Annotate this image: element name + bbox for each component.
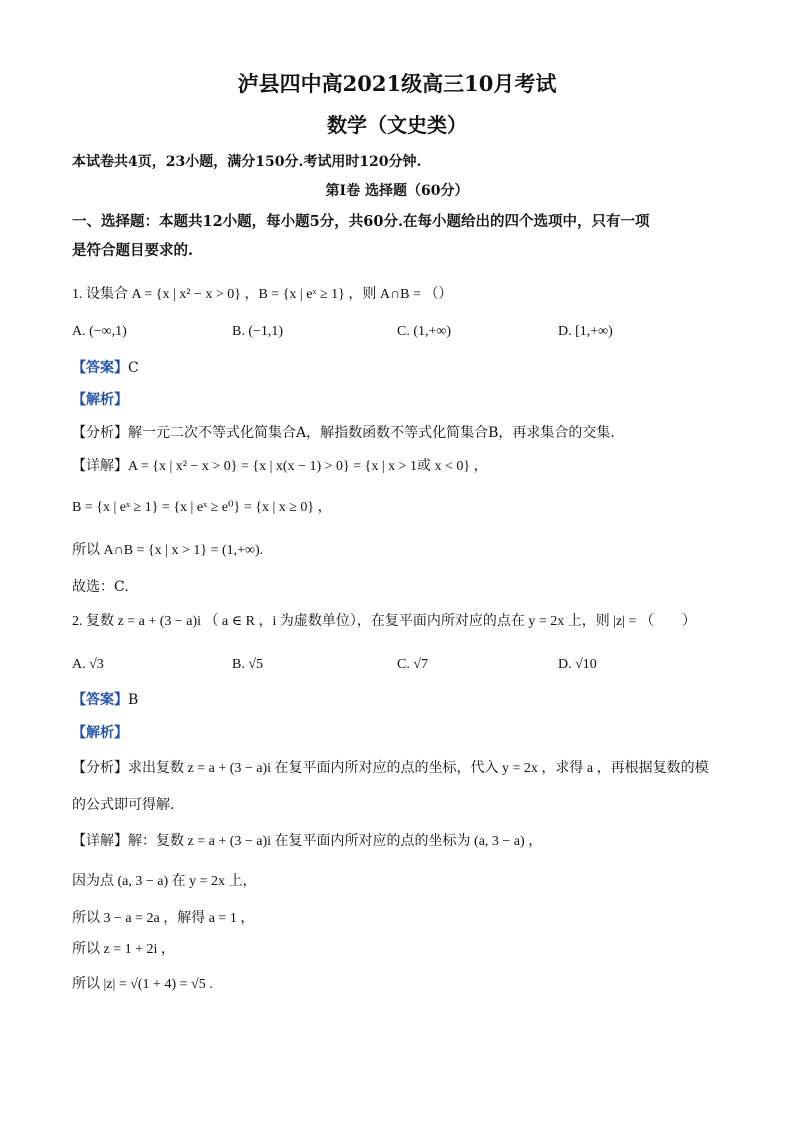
q2-xiangjie-2: 因为点 (a, 3 − a) 在 y = 2x 上， — [72, 874, 257, 889]
q1-xiangjie-4: 故选：C. — [72, 579, 129, 595]
q1-xiangjie-3: 所以 A∩B = {x | x > 1} = (1,+∞). — [72, 543, 264, 558]
q1-xiangjie-tag: 【详解】 — [72, 459, 128, 474]
q1-option-d: D. [1,+∞) — [558, 324, 613, 339]
exam-intro: 本试卷共4页，23小题，满分150分.考试用时120分钟. — [72, 154, 422, 170]
q2-xiangjie-tag: 【详解】 — [72, 834, 128, 849]
q2-xiangjie-1: 解：复数 z = a + (3 − a)i 在复平面内所对应的点的坐标为 (a, 3 − a) ， — [128, 834, 543, 849]
q1-xiangjie-1: A = {x | x² − x > 0} = {x | x(x − 1) > 0} = {x | x > 1或 x < 0} ， — [128, 459, 488, 474]
q1-option-b: B. (−1,1) — [232, 324, 284, 339]
q2-xiangjie-5: 所以 |z| = √(1 + 4) = √5 . — [72, 977, 213, 992]
q2-option-b: B. √5 — [232, 657, 264, 672]
q2-option-a: A. √3 — [72, 657, 104, 672]
q2-xiangjie-4: 所以 z = 1 + 2i ， — [72, 942, 175, 957]
q1-fenxi-tag: 【分析】 — [72, 425, 128, 441]
q2-fenxi-line — [72, 759, 709, 779]
q2-stem: 2. 复数 z = a + (3 − a)i （ a ∈ R ，i 为虚数单位），在复平面内所对应的点在 y = 2x 上，则 |z| = （ ） — [72, 614, 696, 629]
q2-xiangjie-3: 所以 3 − a = 2a ，解得 a = 1 ， — [72, 911, 255, 926]
q2-answer: B — [128, 692, 139, 708]
q1-answer: C — [128, 360, 139, 376]
q2-fenxi-2: 的公式即可得解. — [72, 797, 175, 813]
q1-fenxi: 解一元二次不等式化简集合A，解指数函数不等式化简集合B，再求集合的交集. — [128, 425, 615, 441]
q2-fenxi-1: 求出复数 z = a + (3 − a)i 在复平面内所对应的点的坐标，代入 y = 2x ，求得 a ，再根据复数的模 — [128, 761, 709, 776]
page-subtitle: 数学（文史类） — [327, 113, 467, 137]
instructions-line-1: 一、选择题：本题共12小题，每小题5分，共60分.在每小题给出的四个选项中，只有一项 — [72, 213, 650, 230]
page-title: 泸县四中高2021级高三10月考试 — [237, 71, 557, 96]
q2-answer-line — [72, 690, 138, 710]
q2-analysis-tag: 【解析】 — [72, 725, 128, 741]
q2-option-d: D. √10 — [558, 657, 597, 672]
q1-stem: 1. 设集合 A = {x | x² − x > 0} ，B = {x | eˣ ≥ 1} ，则 A∩B = （） — [72, 287, 453, 302]
q1-option-a: A. (−∞,1) — [72, 324, 127, 339]
q1-xiangjie-line-1 — [72, 457, 488, 477]
instructions-line-2: 是符合题目要求的. — [72, 242, 194, 259]
q1-xiangjie-2: B = {x | eˣ ≥ 1} = {x | eˣ ≥ e⁰} = {x | x ≥ 0} ， — [72, 500, 332, 515]
q2-option-c: C. √7 — [397, 657, 429, 672]
q1-fenxi-line — [72, 423, 615, 443]
q2-answer-tag: 【答案】 — [72, 692, 128, 708]
section-title: 第I卷 选择题（60分） — [325, 183, 469, 199]
q2-fenxi-tag: 【分析】 — [72, 761, 128, 776]
q1-answer-line — [72, 358, 139, 378]
q1-option-c: C. (1,+∞) — [397, 324, 452, 339]
q1-analysis-tag: 【解析】 — [72, 392, 128, 408]
q1-answer-tag: 【答案】 — [72, 360, 128, 376]
q2-xiangjie-line-1 — [72, 832, 542, 852]
